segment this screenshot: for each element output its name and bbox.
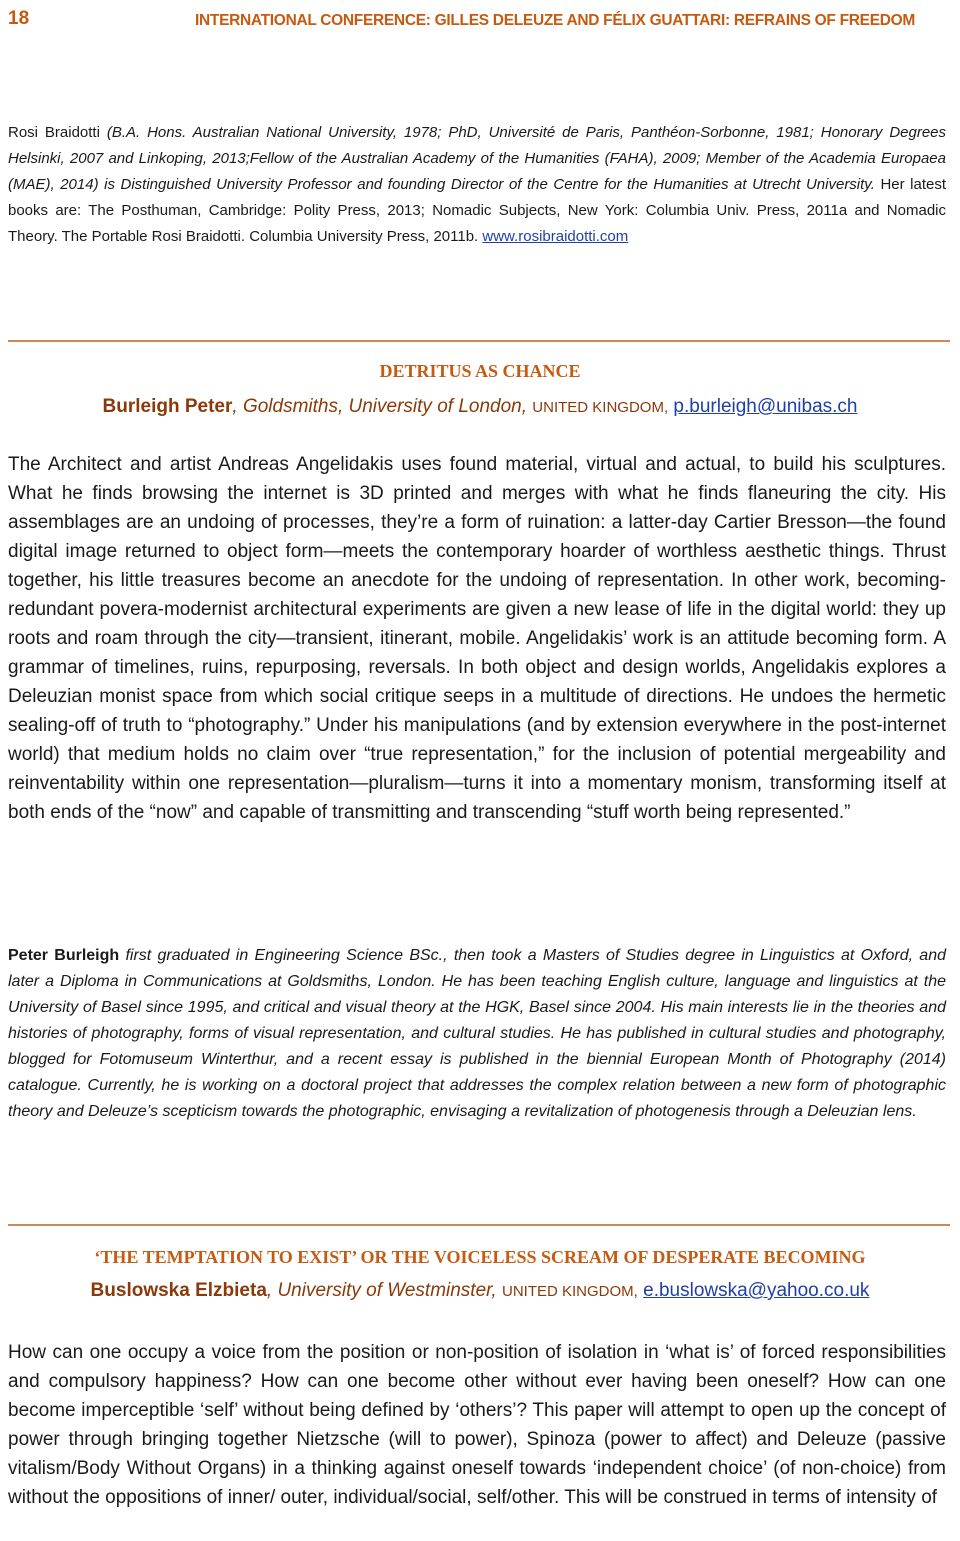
section1-author-bio xyxy=(8,943,946,1125)
bio-text-b: Her latest books are: The Posthuman, Cambridge: Polity Press, 2013; Nomadic Subjects, New York: Columbia Univ. Press, 2011a and Nomadic Theory. The Portable Rosi Braidotti. Columbia University Press, 2011b. xyxy=(8,176,947,245)
section2-email[interactable]: e.buslowska@yahoo.co.uk xyxy=(643,1280,870,1301)
section1-title: DETRITUS AS CHANCE xyxy=(379,361,581,381)
section1-bio-name: Peter Burleigh xyxy=(8,947,120,964)
bio-name: Rosi Braidotti xyxy=(8,124,100,141)
section2-abstract: How can one occupy a voice from the position or non-position of isolation in ‘what is’ of forced responsibilities and compulsory happiness? How can one become other without ever having been oneself? How can one become imperceptible ‘self’ without being defined by ‘others’? This paper will attempt to open up the concept of power through bringing together Nietzsche (will to power), Spinoza (power to affect) and Deleuze (passive vitalism/Body Without Organs) in a thinking against oneself towards ‘independent choice’ (of non-choice) from without the oppositions of inner/ outer, individual/social, self/other. This will be construed in terms of intensity of xyxy=(8,1342,946,1508)
section1-bio-text: first graduated in Engineering Science BSc., then took a Masters of Studies degree in Linguistics at Oxford, and later a Diploma in Communications at Goldsmiths, London. He has been teaching English culture, language and linguistics at the University of Basel since 1995, and critical and visual theory at the HGK, Basel since 2004. His main interests lie in the theories and histories of photography, forms of visual representation, and cultural studies. He has published in cultural studies and photography, blogged for Fotomuseum Winterthur, and a recent essay is published in the biennial European Month of Photography (2014) catalogue. Currently, he is working on a doctoral project that addresses the complex relation between a new form of photographic theory and Deleuze’s scepticism towards the photographic, envisaging a revitalization of photogenesis through a Deleuzian lens. xyxy=(8,947,947,1120)
section-divider xyxy=(8,340,950,342)
section1-author-line: Burleigh Peter, Goldsmiths, University of London, UNITED KINGDOM, p.burleigh@unibas.ch xyxy=(102,396,858,417)
section1-email[interactable]: p.burleigh@unibas.ch xyxy=(673,396,858,417)
section1-country: UNITED KINGDOM, xyxy=(532,399,669,416)
section2-author: Buslowska Elzbieta xyxy=(90,1280,267,1301)
page-header xyxy=(8,6,952,36)
section2-country: UNITED KINGDOM, xyxy=(502,1283,638,1300)
section1-affiliation: Goldsmiths, University of London, xyxy=(242,396,528,417)
section2-affiliation: University of Westminster, xyxy=(277,1280,497,1301)
section2-title: ‘THE TEMPTATION TO EXIST’ OR THE VOICELESS SCREAM OF DESPERATE BECOMING xyxy=(94,1247,866,1267)
section1-abstract: The Architect and artist Andreas Angelidakis uses found material, virtual and actual, to build his sculptures. What he finds browsing the internet is 3D printed and merges with what he finds flaneuring the city. His assemblages are an undoing of processes, they’re a form of ruination: a latter-day Cartier Bresson—the found digital image returned to object form—meets the contemporary hoarder of worthless aesthetic things. Thrust together, his little treasures become an anecdote for the undoing of representation. In other work, becoming-redundant povera-modernist architectural experiments are given a new lease of life in the digital world: they up roots and roam through the city—transient, itinerant, mobile. Angelidakis’ work is an attitude becoming form. A grammar of timelines, ruins, repurposing, reversals. In both object and design worlds, Angelidakis explores a Deleuzian monist space from which social critique seeps in a multitude of directions. He undoes the hermetic sealing-off of truth to “photography.” Under his manipulations (and by extension everywhere in the post-internet world) that medium holds no claim over “true representation,” for the inclusion of potential mergeability and reinventability within one representation—pluralism—turns it into a momentary monism, transforming itself at both ends of the “now” and capable of transmitting and transcending “stuff worth being represented.” xyxy=(8,454,946,823)
section1-author: Burleigh Peter xyxy=(102,396,233,417)
bio-text-a: (B.A. Hons. Australian National University, 1978; PhD, Université de Paris, Panthéon-Sorbonne, 1981; Honorary Degrees Helsinki, 2007 and Linkoping, 2013;Fellow of the Australian Academy of the Humanities (FAHA), 2009; Member of the Academia Europaea (MAE), 2014) is Distinguished University Professor and founding Director of the Centre for the Humanities at Utrecht University. xyxy=(8,124,947,193)
section-divider xyxy=(8,1224,950,1226)
website-link[interactable]: www.rosibraidotti.com xyxy=(482,228,629,245)
section2-author-line: Buslowska Elzbieta, University of Westminster, UNITED KINGDOM, e.buslowska@yahoo.co.uk xyxy=(90,1280,870,1301)
running-title: INTERNATIONAL CONFERENCE: GILLES DELEUZE AND FÉLIX GUATTARI: REFRAINS OF FREEDOM xyxy=(195,12,915,29)
page-number: 18 xyxy=(8,8,30,29)
braidotti-bio xyxy=(8,120,946,250)
